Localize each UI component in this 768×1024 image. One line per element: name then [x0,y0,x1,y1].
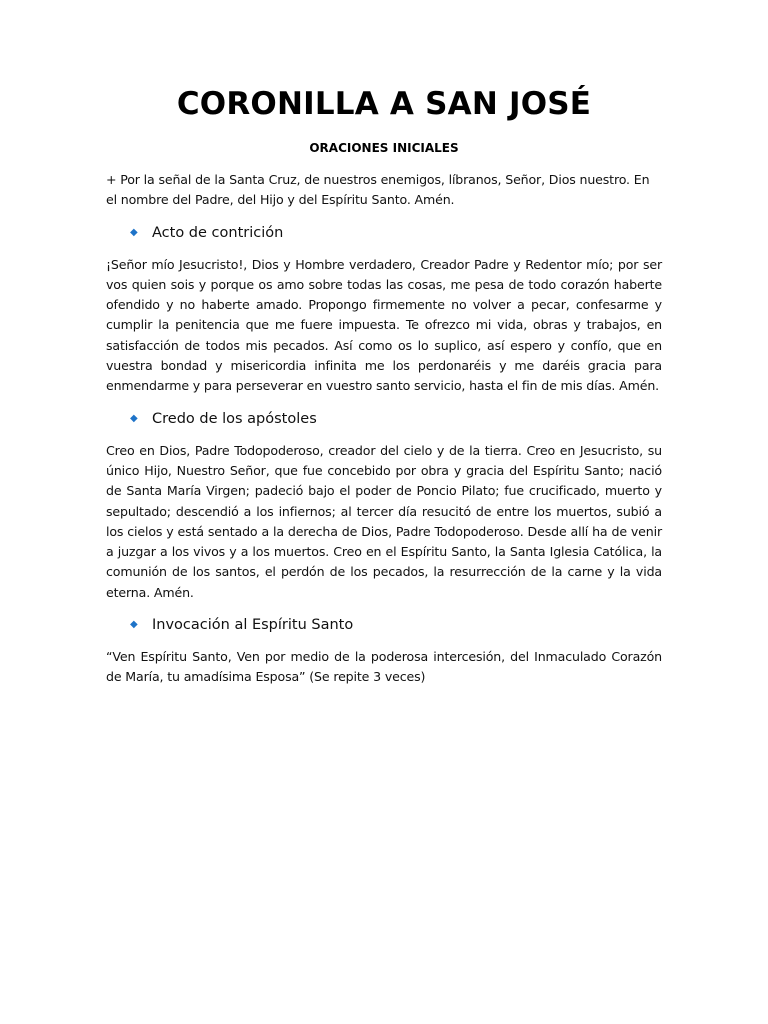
heading-label: Invocación al Espíritu Santo [152,617,354,634]
diamond-bullet-icon: ◆ [130,412,138,424]
diamond-bullet-icon: ◆ [130,226,138,238]
heading-acto-de-contricion [130,221,662,245]
acto-de-contricion-paragraph: ¡Señor mío Jesucristo!, Dios y Hombre verdadero, Creador Padre y Redentor mío; por ser vos quien sois y porque os amo sobre todas las cosas, me pesa de todo corazón haberte ofendido y no haberte amado. Propongo firmemente no volver a pecar, confesarme y cumplir la penitencia que me fuere impuesta. Te ofrezco mi vida, obras y trabajos, en satisfacción de todos mis pecados. Así como os lo suplico, así espero y confío, que en vuestra bondad y misericordia infinita me los perdonaréis y me daréis gracia para enmendarme y para perseverar en vuestro santo servicio, hasta el fin de mis días. Amén. [106,256,662,394]
diamond-bullet-icon: ◆ [130,619,138,631]
intro-paragraph: + Por la señal de la Santa Cruz, de nuestros enemigos, líbranos, Señor, Dios nuestro. En el nombre del Padre, del Hijo y del Espíritu Santo. Amén. [106,172,650,208]
heading-label: Credo de los apóstoles [152,410,317,427]
document-title: CORONILLA A SAN JOSÉ [176,86,592,122]
heading-invocacion-espiritu-santo [130,613,662,637]
credo-paragraph: Creo en Dios, Padre Todopoderoso, creador del cielo y de la tierra. Creo en Jesucristo, su único Hijo, Nuestro Señor, que fue concebido por obra y gracia del Espíritu Santo; nació de Santa María Virgen; padeció bajo el poder de Poncio Pilato; fue crucificado, muerto y sepultado; descendió a los infiernos; al tercer día resucitó de entre los muertos, subió a los cielos y está sentado a la derecha de Dios, Padre Todopoderoso. Desde allí ha de venir a juzgar a los vivos y a los muertos. Creo en el Espíritu Santo, la Santa Iglesia Católica, la comunión de los santos, el perdón de los pecados, la resurrección de la carne y la vida eterna. Amén. [106,442,662,600]
section-subtitle: ORACIONES INICIALES [309,141,459,155]
heading-credo-de-los-apostoles [130,407,662,431]
heading-label: Acto de contrición [152,224,284,241]
invocacion-paragraph: “Ven Espíritu Santo, Ven por medio de la poderosa intercesión, del Inmaculado Corazón de María, tu amadísima Esposa” (Se repite 3 veces) [106,649,662,685]
